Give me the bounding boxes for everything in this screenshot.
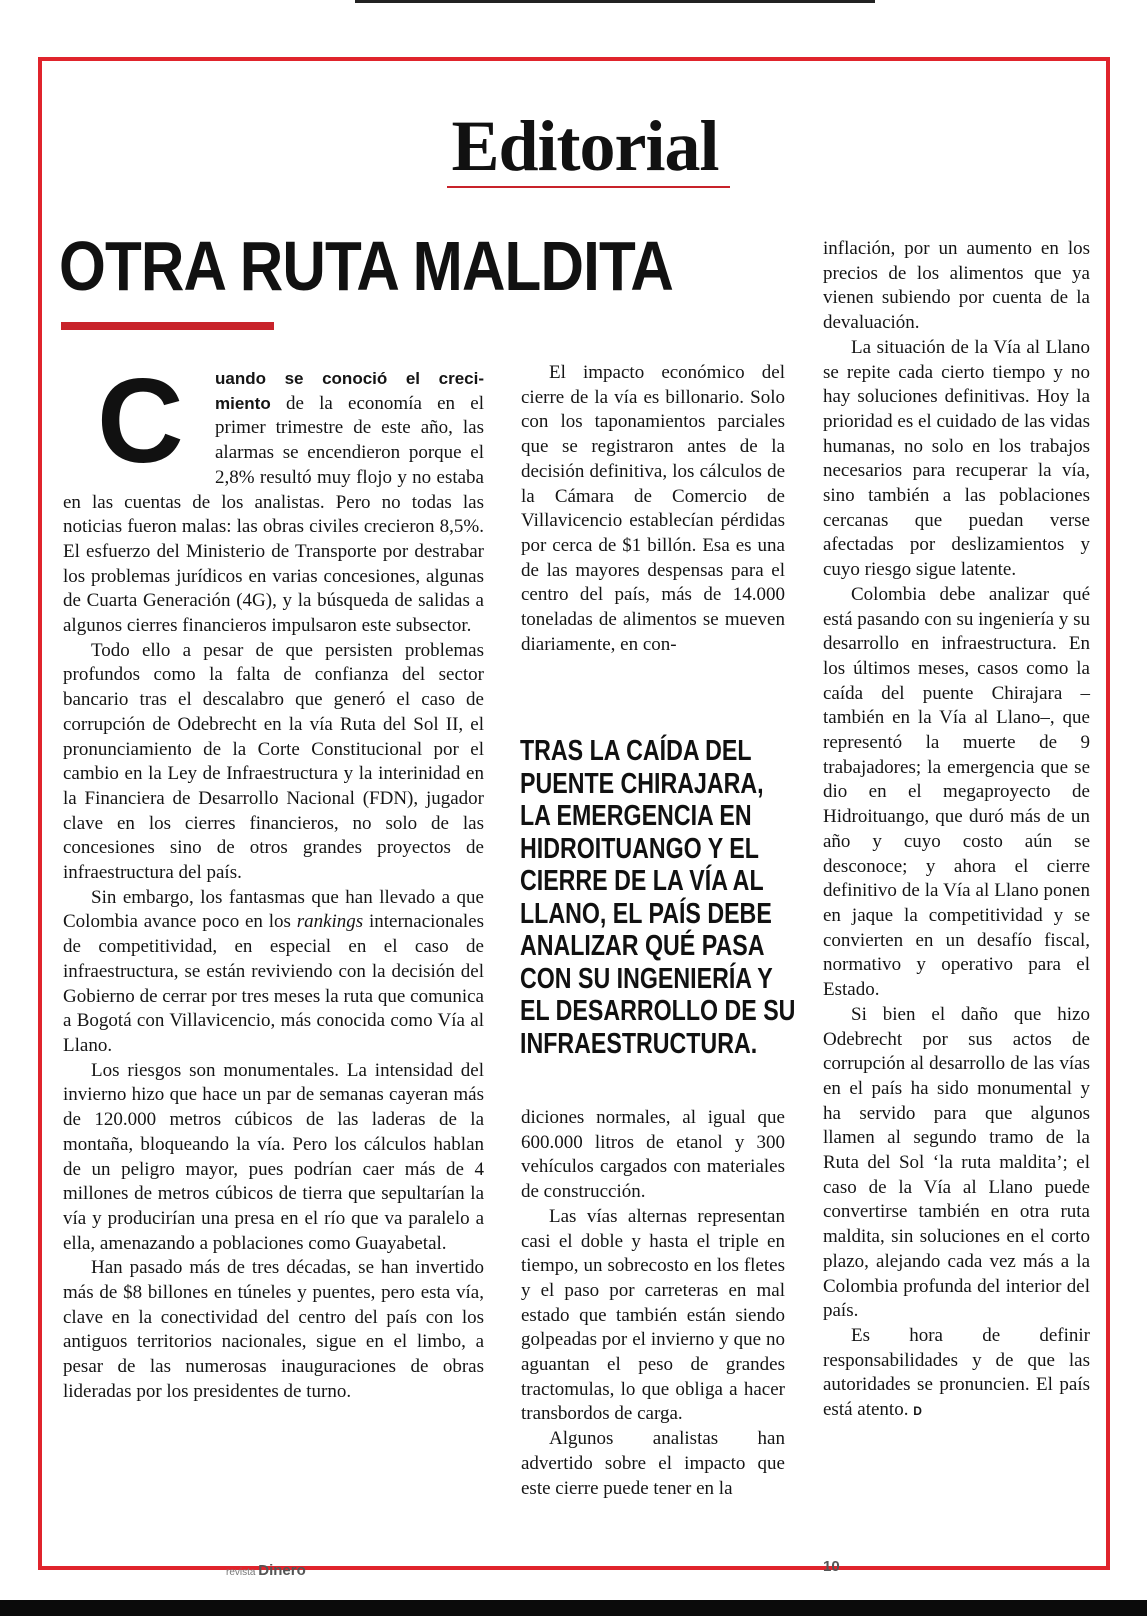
paragraph: Las vías alternas representan casi el doble y hasta el triple en tiempo, un sobrecosto en los fletes y el paso por carreteras en mal estado que también están siendo golpeadas por el invierno y que no aguantan el peso de grandes tractomulas, lo que obliga a hacer transbordos de carga. xyxy=(521,1205,785,1425)
paragraph: Algunos analistas han advertido sobre el impacto que este cierre puede tener en la xyxy=(521,1428,785,1499)
footer-prefix: revista xyxy=(226,1567,256,1578)
drop-cap: C xyxy=(97,354,184,488)
section-title: Editorial xyxy=(451,106,719,186)
footer-brand: Dinero xyxy=(258,1562,306,1579)
paragraph: La situación de la Vía al Llano se repite cada cierto tiempo y no hay soluciones definitivas. Hoy la prioridad es el cuidado de las vidas humanas, no solo en los trabajos necesarios para recuperar la vía, sino también a las poblaciones cercanas que puedan verse afectadas por deslizamientos y cuyo riesgo sigue latente. xyxy=(823,336,1090,581)
paragraph-text: Sin embargo, los fantasmas que han llevado a que Colombia avance poco en los xyxy=(63,886,484,933)
column-2-top xyxy=(521,361,785,657)
paragraph: inflación, por un aumento en los precios de los alimentos que ya vienen subiendo por cuenta de la devaluación. xyxy=(823,238,1090,334)
paragraph xyxy=(63,886,484,1059)
headline-underline xyxy=(61,322,274,330)
bottom-scan-edge xyxy=(0,1600,1147,1616)
footer-publication xyxy=(226,1562,306,1579)
paragraph xyxy=(63,354,484,639)
paragraph-text: internacionales de competitividad, en especial en el caso de infraestructura, se están reviviendo con la decisión del Gobierno de cerrar por tres meses la ruta que comunica a Bogotá con Villavicencio, más conocida como Vía al Llano. xyxy=(63,911,484,1056)
end-mark-icon: D xyxy=(913,1404,922,1419)
column-2-bottom xyxy=(521,1106,785,1501)
column-1 xyxy=(63,354,484,1405)
lead-in: uando se conoció el creci- miento xyxy=(215,369,484,413)
paragraph: Si bien el daño que hizo Odebrecht por sus actos de corrupción al desarrollo de las vías en el país ha sido monumental y ha servido para que algunos llamen al segundo tramo de la Ruta del Sol ‘la ruta maldita’; el caso de la Vía al Llano puede convertirse también en otra ruta maldita, sin soluciones en el corto plazo, alejando cada vez más a la Colombia profunda del interior del país. xyxy=(823,1003,1090,1322)
top-rule xyxy=(355,0,875,3)
paragraph: Han pasado más de tres décadas, se han invertido más de $8 billones en túneles y puentes, pero esta vía, clave en la conectividad del centro del país con los antiguos territorios nacionales, sigue en el limbo, a pesar de las numerosas inauguraciones de obras lideradas por los presidentes de turno. xyxy=(63,1257,484,1402)
column-3 xyxy=(823,237,1090,1424)
paragraph: Todo ello a pesar de que persisten problemas profundos como la falta de confianza del sector bancario tras el descalabro que generó el caso de corrupción de Odebrecht en la vía Ruta del Sol II, el pronunciamiento de la Corte Constitucional por el cambio en la Ley de Infraestructura y la interinidad en la Financiera de Desarrollo Nacional (FDN), jugador clave en los cierres financieros, no solo de las concesiones sino de otros grandes proyectos de infraestructura del país. xyxy=(63,639,484,884)
italic-term: rankings xyxy=(296,911,364,933)
pull-quote: TRAS LA CAÍDA DEL PUENTE CHIRAJARA, LA EMERGENCIA EN HIDROITUANGO Y EL CIERRE DE LA VÍA AL LLANO, EL PAÍS DEBE ANALIZAR QUÉ PASA CON SU INGENIERÍA Y EL DESARROLLO DE SU INFRAESTRUCTURA. xyxy=(520,735,796,1060)
paragraph: Los riesgos son monumentales. La intensidad del invierno hizo que hace un par de semanas cayeran más de 120.000 metros cúbicos de las laderas de la montaña, bloqueando la vía. Pero los cálculos hablan de un peligro mayor, pues podrían caer más de 4 millones de metros cúbicos de tierra que sepultarían la vía y producirían una presa en el río que va paralelo a ella, amenazando a poblaciones como Guayabetal. xyxy=(63,1059,484,1254)
paragraph xyxy=(823,1324,1090,1424)
paragraph: El impacto económico del cierre de la vía es billonario. Solo con los taponamientos parciales que se registraron antes de la decisión definitiva, los cálculos de la Cámara de Comercio de Villavicencio establecían pérdidas por cerca de $1 billón. Esa es una de las mayores despensas para el centro del país, más de 14.000 toneladas de alimentos se mueven diariamente, en con- xyxy=(521,362,785,655)
headline: OTRA RUTA MALDITA xyxy=(59,227,674,305)
paragraph: diciones normales, al igual que 600.000 litros de etanol y 300 vehículos cargados con materiales de construcción. xyxy=(521,1107,785,1203)
paragraph: Colombia debe analizar qué está pasando con su ingeniería y su desarrollo en infraestructura. En los últimos meses, casos como la caída del puente Chirajara –también en la Vía al Llano–, que representó la muerte de 9 trabajadores; la emergencia que se dio en el megaproyecto de Hidroituango, que duró más de un año y cuyo costo aún se desconoce; y ahora el cierre definitivo de la Vía al Llano ponen en jaque la competitividad y se convierten en un desafío fiscal, normativo y operativo para el Estado. xyxy=(823,583,1090,1001)
section-title-underline xyxy=(447,186,730,188)
paragraph-text: Es hora de definir responsabilidades y de que las autoridades se pronuncien. El país está atento. xyxy=(823,1324,1090,1421)
paragraph-text: de la economía en el primer trimestre de este año, las alarmas se encendieron porque el 2,8% resultó muy flojo y no estaba en las cuentas de los analistas. Pero no todas las noticias fueron malas: las obras civiles crecieron 8,5%. El esfuerzo del Ministerio de Transporte por destrabar los problemas jurídicos en varias concesiones, algunas de Cuarta Generación (4G), y la búsqueda de salidas a algunos cierres financieros impulsaron este subsector. xyxy=(63,392,484,637)
page-number: 10 xyxy=(823,1558,840,1575)
